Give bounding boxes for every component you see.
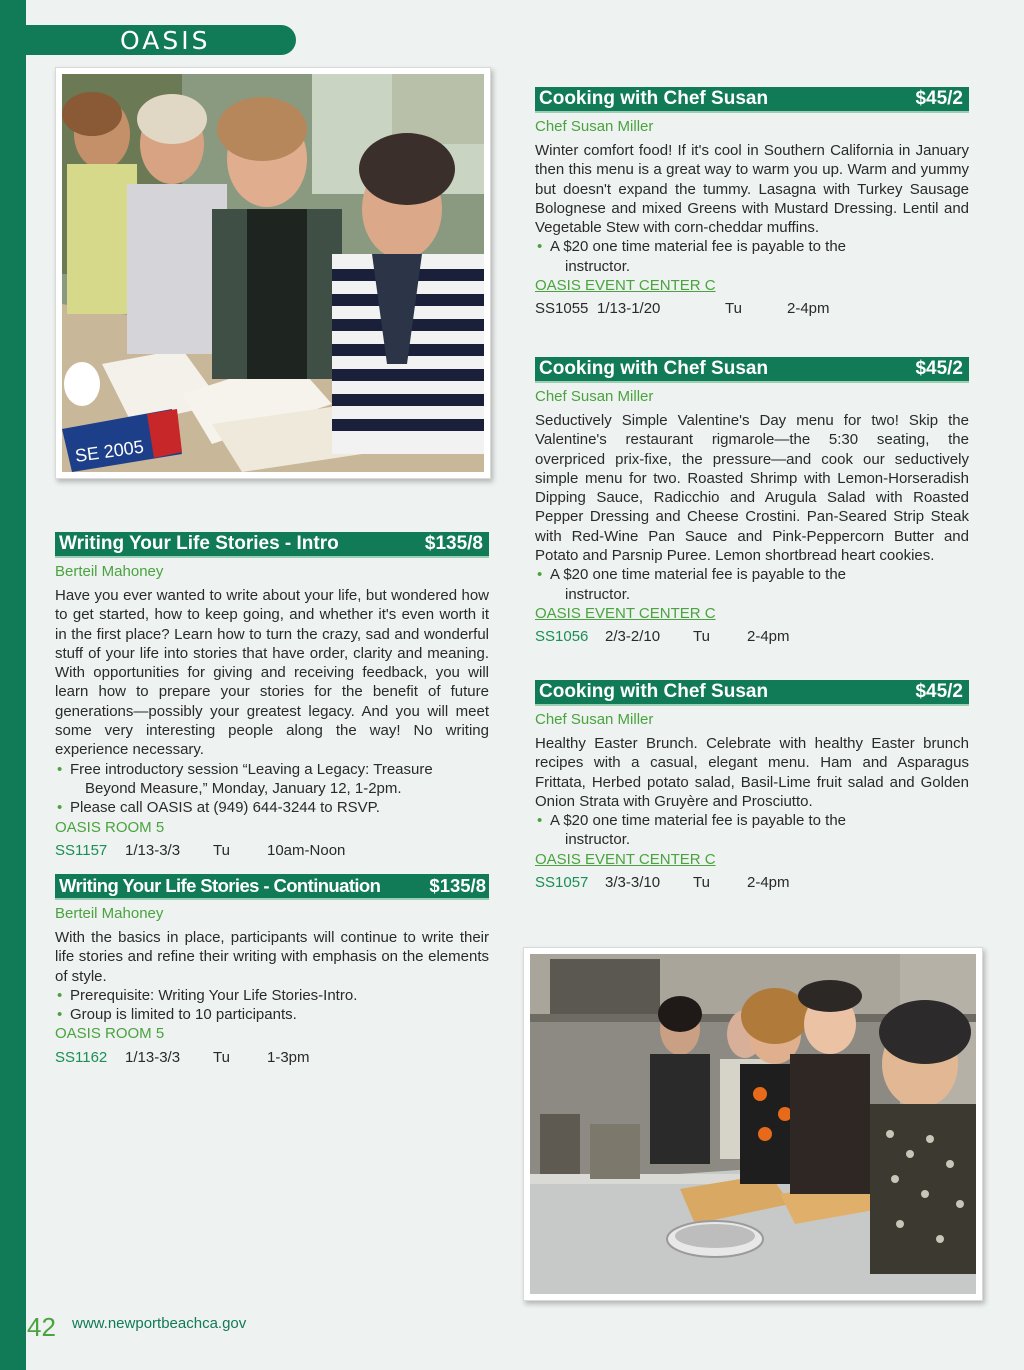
course-writing-intro bbox=[55, 532, 489, 860]
bullet-item bbox=[535, 565, 969, 604]
course-day: Tu bbox=[213, 841, 230, 859]
section-label: OASIS bbox=[120, 26, 211, 55]
bullet-icon: • bbox=[57, 799, 63, 817]
left-accent-bar bbox=[0, 0, 26, 1370]
course-location-link[interactable]: OASIS EVENT CENTER C bbox=[535, 850, 716, 868]
bullet-text: Prerequisite: Writing Your Life Stories-Intro. bbox=[70, 986, 358, 1004]
course-code: SS1057 bbox=[535, 874, 589, 892]
course-price: $45/2 bbox=[915, 358, 963, 379]
website-link[interactable]: www.newportbeachca.gov bbox=[72, 1315, 247, 1332]
course-cooking-valentine bbox=[535, 357, 969, 647]
course-time: 2-4pm bbox=[747, 874, 790, 892]
bullet-text: A $20 one time material fee is payable to the bbox=[550, 566, 847, 584]
course-price: $45/2 bbox=[915, 681, 963, 702]
course-description: Have you ever wanted to write about your life, but wondered how to get started, how to keep going, and whether it's even worth it in the first place? Learn how to turn the crazy, sad and wonderful stuff of your life into stories that have order, clarity and meaning. With opportunities for giving and receiving feedback, you will learn how to prepare your stories for the benefit of future generations—possibly your greatest legacy. And you will meet some very interesting people along the way! No writing experience necessary. bbox=[55, 587, 489, 759]
course-instructor: Chef Susan Miller bbox=[535, 388, 654, 405]
photo-writing-class bbox=[55, 67, 491, 479]
bullet-icon: • bbox=[537, 812, 543, 830]
course-day: Tu bbox=[693, 628, 710, 646]
bullet-text: A $20 one time material fee is payable to the bbox=[550, 238, 847, 256]
course-instructor: Berteil Mahoney bbox=[55, 905, 164, 922]
course-schedule bbox=[55, 1048, 489, 1067]
bullet-icon: • bbox=[537, 566, 543, 584]
bullet-item bbox=[55, 986, 489, 1005]
course-location-link[interactable]: OASIS EVENT CENTER C bbox=[535, 604, 716, 622]
bullet-text-continued: instructor. bbox=[565, 585, 631, 603]
course-title: Writing Your Life Stories - Intro bbox=[59, 533, 339, 554]
course-title-bar bbox=[55, 532, 489, 558]
course-location: OASIS ROOM 5 bbox=[55, 1025, 165, 1043]
course-location: OASIS ROOM 5 bbox=[55, 818, 165, 836]
bullet-icon: • bbox=[57, 760, 63, 778]
course-price: $135/8 bbox=[424, 533, 483, 554]
course-cooking-winter bbox=[535, 87, 969, 319]
course-dates: 3/3-3/10 bbox=[605, 874, 661, 892]
course-schedule bbox=[535, 299, 969, 318]
course-dates: 1/13-3/3 bbox=[125, 1048, 181, 1066]
course-description: With the basics in place, participants will continue to write their life stories and refine their writing with emphasis on the elements of style. bbox=[55, 929, 489, 985]
course-title-bar bbox=[55, 874, 489, 900]
course-title: Cooking with Chef Susan bbox=[539, 358, 769, 379]
bullet-icon: • bbox=[57, 986, 63, 1004]
bullet-text: Free introductory session “Leaving a Legacy: Treasure bbox=[70, 760, 433, 778]
course-description: Seductively Simple Valentine's Day menu for two! Skip the Valentine's restaurant rigmarole—the 5:30 seating, the overpriced prix-fixe, the pressure—and cook our seductively simple menu for two. Roasted Shrimp with Lemon-Horseradish Dipping Sauce, Radicchio and Arugula Salad with Roasted Pepper Dressing and Cheese Crostini. Pan-Seared Strip Steak with Red-Wine Pan Sauce and Pink-Peppercorn Butter and Potato and Parsnip Puree. Lemon shortbread heart cookies. bbox=[535, 412, 969, 565]
course-dates: 2/3-2/10 bbox=[605, 628, 661, 646]
course-price: $45/2 bbox=[915, 88, 963, 109]
course-title-bar bbox=[535, 357, 969, 383]
course-dates: 1/13-1/20 bbox=[597, 300, 661, 318]
bullet-item bbox=[535, 237, 969, 276]
course-price: $135/8 bbox=[429, 875, 486, 896]
course-title: Cooking with Chef Susan bbox=[539, 681, 769, 702]
bullet-text: Group is limited to 10 participants. bbox=[70, 1006, 297, 1024]
course-instructor: Berteil Mahoney bbox=[55, 563, 164, 580]
course-schedule bbox=[55, 841, 489, 860]
course-location-link[interactable]: OASIS EVENT CENTER C bbox=[535, 277, 716, 295]
photo-cooking-class bbox=[523, 947, 983, 1301]
course-code: SS1055 bbox=[535, 300, 589, 318]
bullet-item bbox=[55, 1005, 489, 1024]
course-schedule bbox=[535, 873, 969, 892]
course-cooking-easter bbox=[535, 680, 969, 892]
page-number: 42 bbox=[27, 1312, 56, 1342]
course-day: Tu bbox=[725, 300, 742, 318]
course-day: Tu bbox=[213, 1048, 230, 1066]
course-instructor: Chef Susan Miller bbox=[535, 118, 654, 135]
course-time: 2-4pm bbox=[747, 628, 790, 646]
course-dates: 1/13-3/3 bbox=[125, 841, 181, 859]
course-writing-continuation bbox=[55, 874, 489, 1067]
course-code: SS1056 bbox=[535, 628, 589, 646]
book-cover-text: SE 2005 bbox=[73, 436, 145, 466]
course-instructor: Chef Susan Miller bbox=[535, 711, 654, 728]
course-title-bar bbox=[535, 680, 969, 706]
bullet-text: Please call OASIS at (949) 644-3244 to RSVP. bbox=[70, 799, 380, 817]
course-code: SS1157 bbox=[55, 841, 108, 859]
course-time: 1-3pm bbox=[267, 1048, 310, 1066]
writing-class-illustration bbox=[62, 74, 484, 472]
course-schedule bbox=[535, 627, 969, 646]
course-title: Cooking with Chef Susan bbox=[539, 88, 769, 109]
course-time: 2-4pm bbox=[787, 300, 830, 318]
bullet-text-continued: instructor. bbox=[565, 257, 631, 275]
bullet-text-continued: instructor. bbox=[565, 831, 631, 849]
section-tab bbox=[0, 25, 296, 55]
bullet-icon: • bbox=[537, 238, 543, 256]
bullet-text: A $20 one time material fee is payable to the bbox=[550, 812, 847, 830]
bullet-item bbox=[55, 798, 489, 817]
course-title-bar bbox=[535, 87, 969, 113]
bullet-item bbox=[55, 760, 489, 799]
course-day: Tu bbox=[693, 874, 710, 892]
course-title: Writing Your Life Stories - Continuation bbox=[59, 875, 381, 896]
course-description: Healthy Easter Brunch. Celebrate with healthy Easter brunch recipes with a casual, elegant menu. Ham and Asparagus Frittata, Herbed potato salad, Basil-Lime fruit salad and Golden Onion Strata with Gruyère and Prosciutto. bbox=[535, 735, 969, 810]
course-code: SS1162 bbox=[55, 1048, 108, 1066]
cooking-class-illustration bbox=[530, 954, 976, 1294]
bullet-icon: • bbox=[57, 1006, 63, 1024]
course-time: 10am-Noon bbox=[267, 841, 346, 859]
bullet-item bbox=[535, 811, 969, 850]
bullet-text-continued: Beyond Measure,” Monday, January 12, 1-2pm. bbox=[85, 779, 402, 797]
course-description: Winter comfort food! If it's cool in Southern California in January then this menu is a great way to warm you up. Warm and yummy but doesn't expand the tummy. Lasagna with Turkey Sausage Bolognese and mixed Greens with Mustard Dressing. Lentil and Vegetable Stew with corn-cheddar muffins. bbox=[535, 142, 969, 237]
